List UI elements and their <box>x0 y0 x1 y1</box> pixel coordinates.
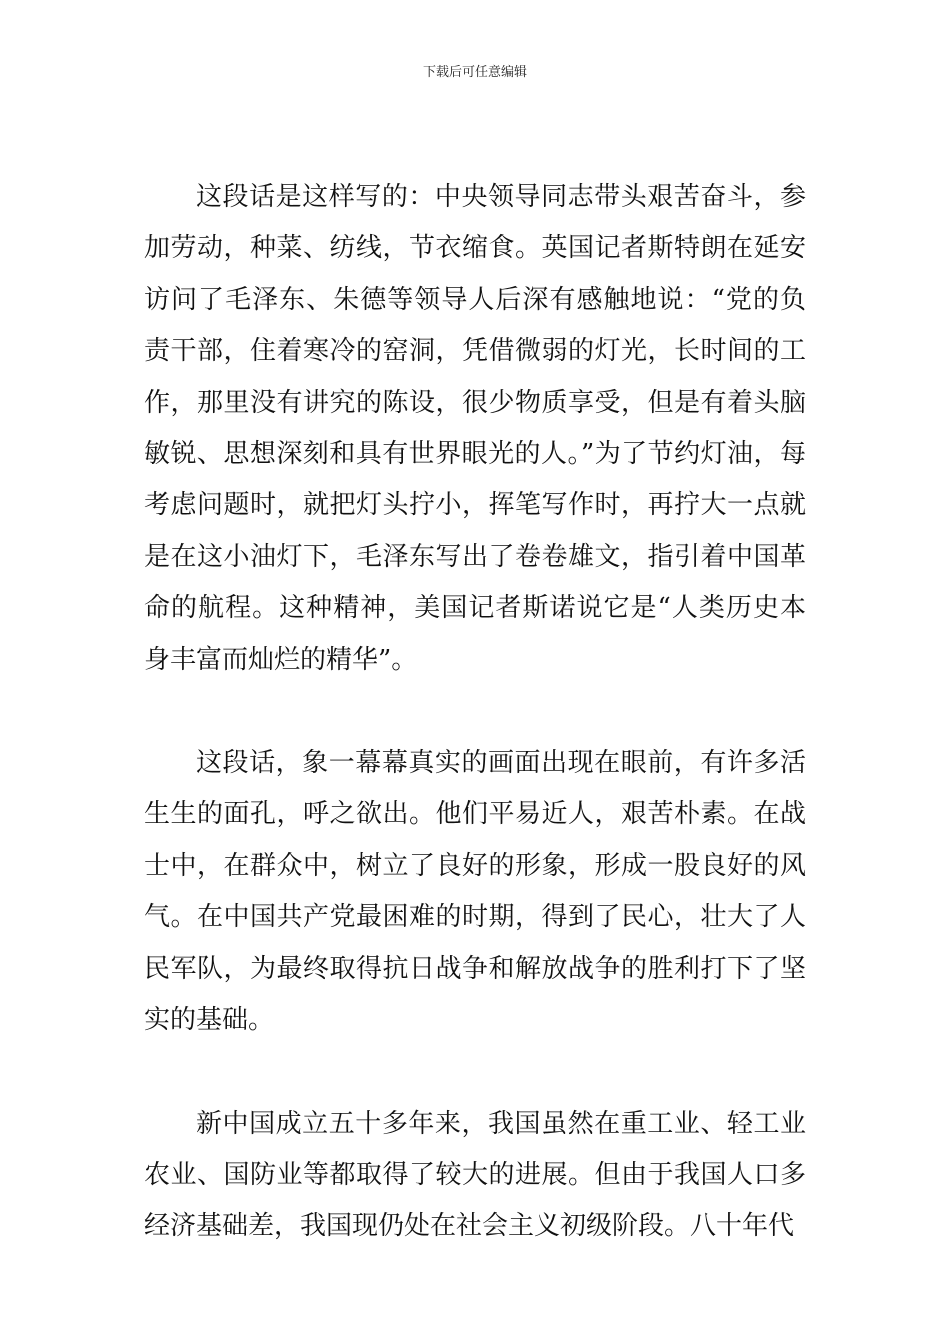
paragraph-3: 新中国成立五十多年来，我国虽然在重工业、轻工业农业、国防业等都取得了较大的进展。但由于我国人口多经济基础差，我国现仍处在社会主义初级阶段。八十年代 <box>144 1108 806 1242</box>
paragraph-2: 这段话，象一幕幕真实的画面出现在眼前，有许多活生生的面孔，呼之欲出。他们平易近人，艰苦朴素。在战士中，在群众中，树立了良好的形象，形成一股良好的风气。在中国共产党最困难的时期，得到了民心，壮大了人民军队，为最终取得抗日战争和解放战争的胜利打下了坚实的基础。 <box>144 748 806 1036</box>
document-body <box>144 172 806 1253</box>
paragraph-1: 这段话是这样写的：中央领导同志带头艰苦奋斗，参加劳动，种菜、纺线，节衣缩食。英国记者斯特朗在延安访问了毛泽东、朱德等领导人后深有感触地说：“党的负责干部，住着寒冷的窑洞，凭借微弱的灯光，长时间的工作，那里没有讲究的陈设，很少物质享受，但是有着头脑敏锐、思想深刻和具有世界眼光的人。”为了节约灯油，每考虑问题时，就把灯头拧小，挥笔写作时，再拧大一点就是在这小油灯下，毛泽东写出了卷卷雄文，指引着中国革命的航程。这种精神，美国记者斯诺说它是“人类历史本身丰富而灿烂的精华”。 <box>144 182 806 675</box>
page-header: 下载后可任意编辑 <box>422 65 527 80</box>
